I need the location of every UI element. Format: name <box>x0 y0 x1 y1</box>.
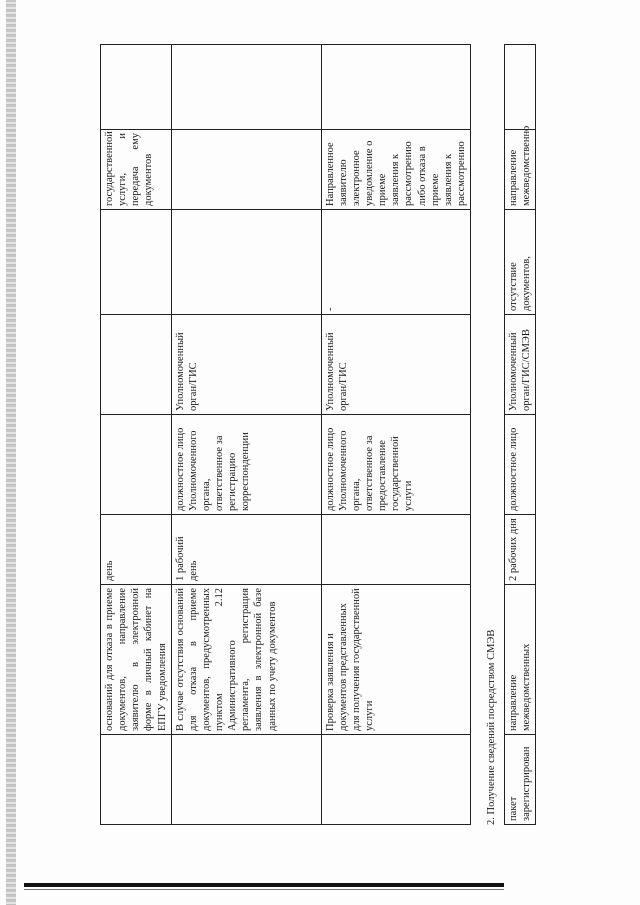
table-cell <box>101 735 172 825</box>
official-cell: должностное лицо Уполномоченного органа, ответственное за предоставление государственной услуги <box>321 415 470 515</box>
table-row <box>171 45 321 825</box>
document-body <box>100 45 536 825</box>
term-cell: день <box>101 515 172 585</box>
scan-bottom-border <box>24 883 504 887</box>
result-cell: государственной услуги, и передача ему документов <box>101 130 172 210</box>
smev-cell: 2 рабочих дня <box>505 515 536 585</box>
table-row <box>321 45 470 825</box>
action-cell: Проверка заявления и документов представленных для получения государственной услуги <box>321 585 470 735</box>
term-cell: 1 рабочий день <box>171 515 321 585</box>
procedure-table <box>100 44 471 825</box>
criteria-cell <box>101 210 172 315</box>
table-cell <box>321 735 470 825</box>
result-cell: Направленное заявителю электронное уведомление о приеме заявления к рассмотрению либо отказа в приеме заявления к рассмотрению <box>321 130 470 210</box>
criteria-cell: - <box>321 210 470 315</box>
table-cell <box>171 735 321 825</box>
term-cell <box>321 515 470 585</box>
table-row <box>505 45 536 825</box>
table-row <box>101 45 172 825</box>
smev-cell: отсутствие документов, <box>505 210 536 315</box>
scan-bottom-border-thin <box>24 889 504 890</box>
criteria-cell <box>171 210 321 315</box>
action-cell: В случае отсутствия оснований для отказа в приеме документов, предусмотренных пунктом 2.12 Административного регламента, регистрация заявления в электронной базе данных по учету документов <box>171 585 321 735</box>
smev-cell <box>505 45 536 130</box>
smev-table <box>504 44 536 825</box>
smev-cell: пакет зарегистрирован <box>505 735 536 825</box>
table-cell <box>101 45 172 130</box>
table-cell <box>171 45 321 130</box>
official-cell: должностное лицо Уполномоченного органа, ответственное за регистрацию корреспонденции <box>171 415 321 515</box>
place-cell: Уполномоченный орган/ГИС <box>321 315 470 415</box>
table-cell <box>321 45 470 130</box>
action-cell: оснований для отказа в приеме документов, направление заявителю в электронной форме в личный кабинет на ЕПГУ уведомления <box>101 585 172 735</box>
section-title: 2. Получение сведений посредством СМЭВ <box>486 629 497 825</box>
smev-cell: направление межведомственных <box>505 585 536 735</box>
smev-cell: Уполномоченный орган/ГИС/СМЭВ <box>505 315 536 415</box>
smev-cell: должностное лицо <box>505 415 536 515</box>
smev-cell: направление межведомственно <box>505 130 536 210</box>
official-cell <box>101 415 172 515</box>
place-cell: Уполномоченный орган/ГИС <box>171 315 321 415</box>
result-cell <box>171 130 321 210</box>
place-cell <box>101 315 172 415</box>
